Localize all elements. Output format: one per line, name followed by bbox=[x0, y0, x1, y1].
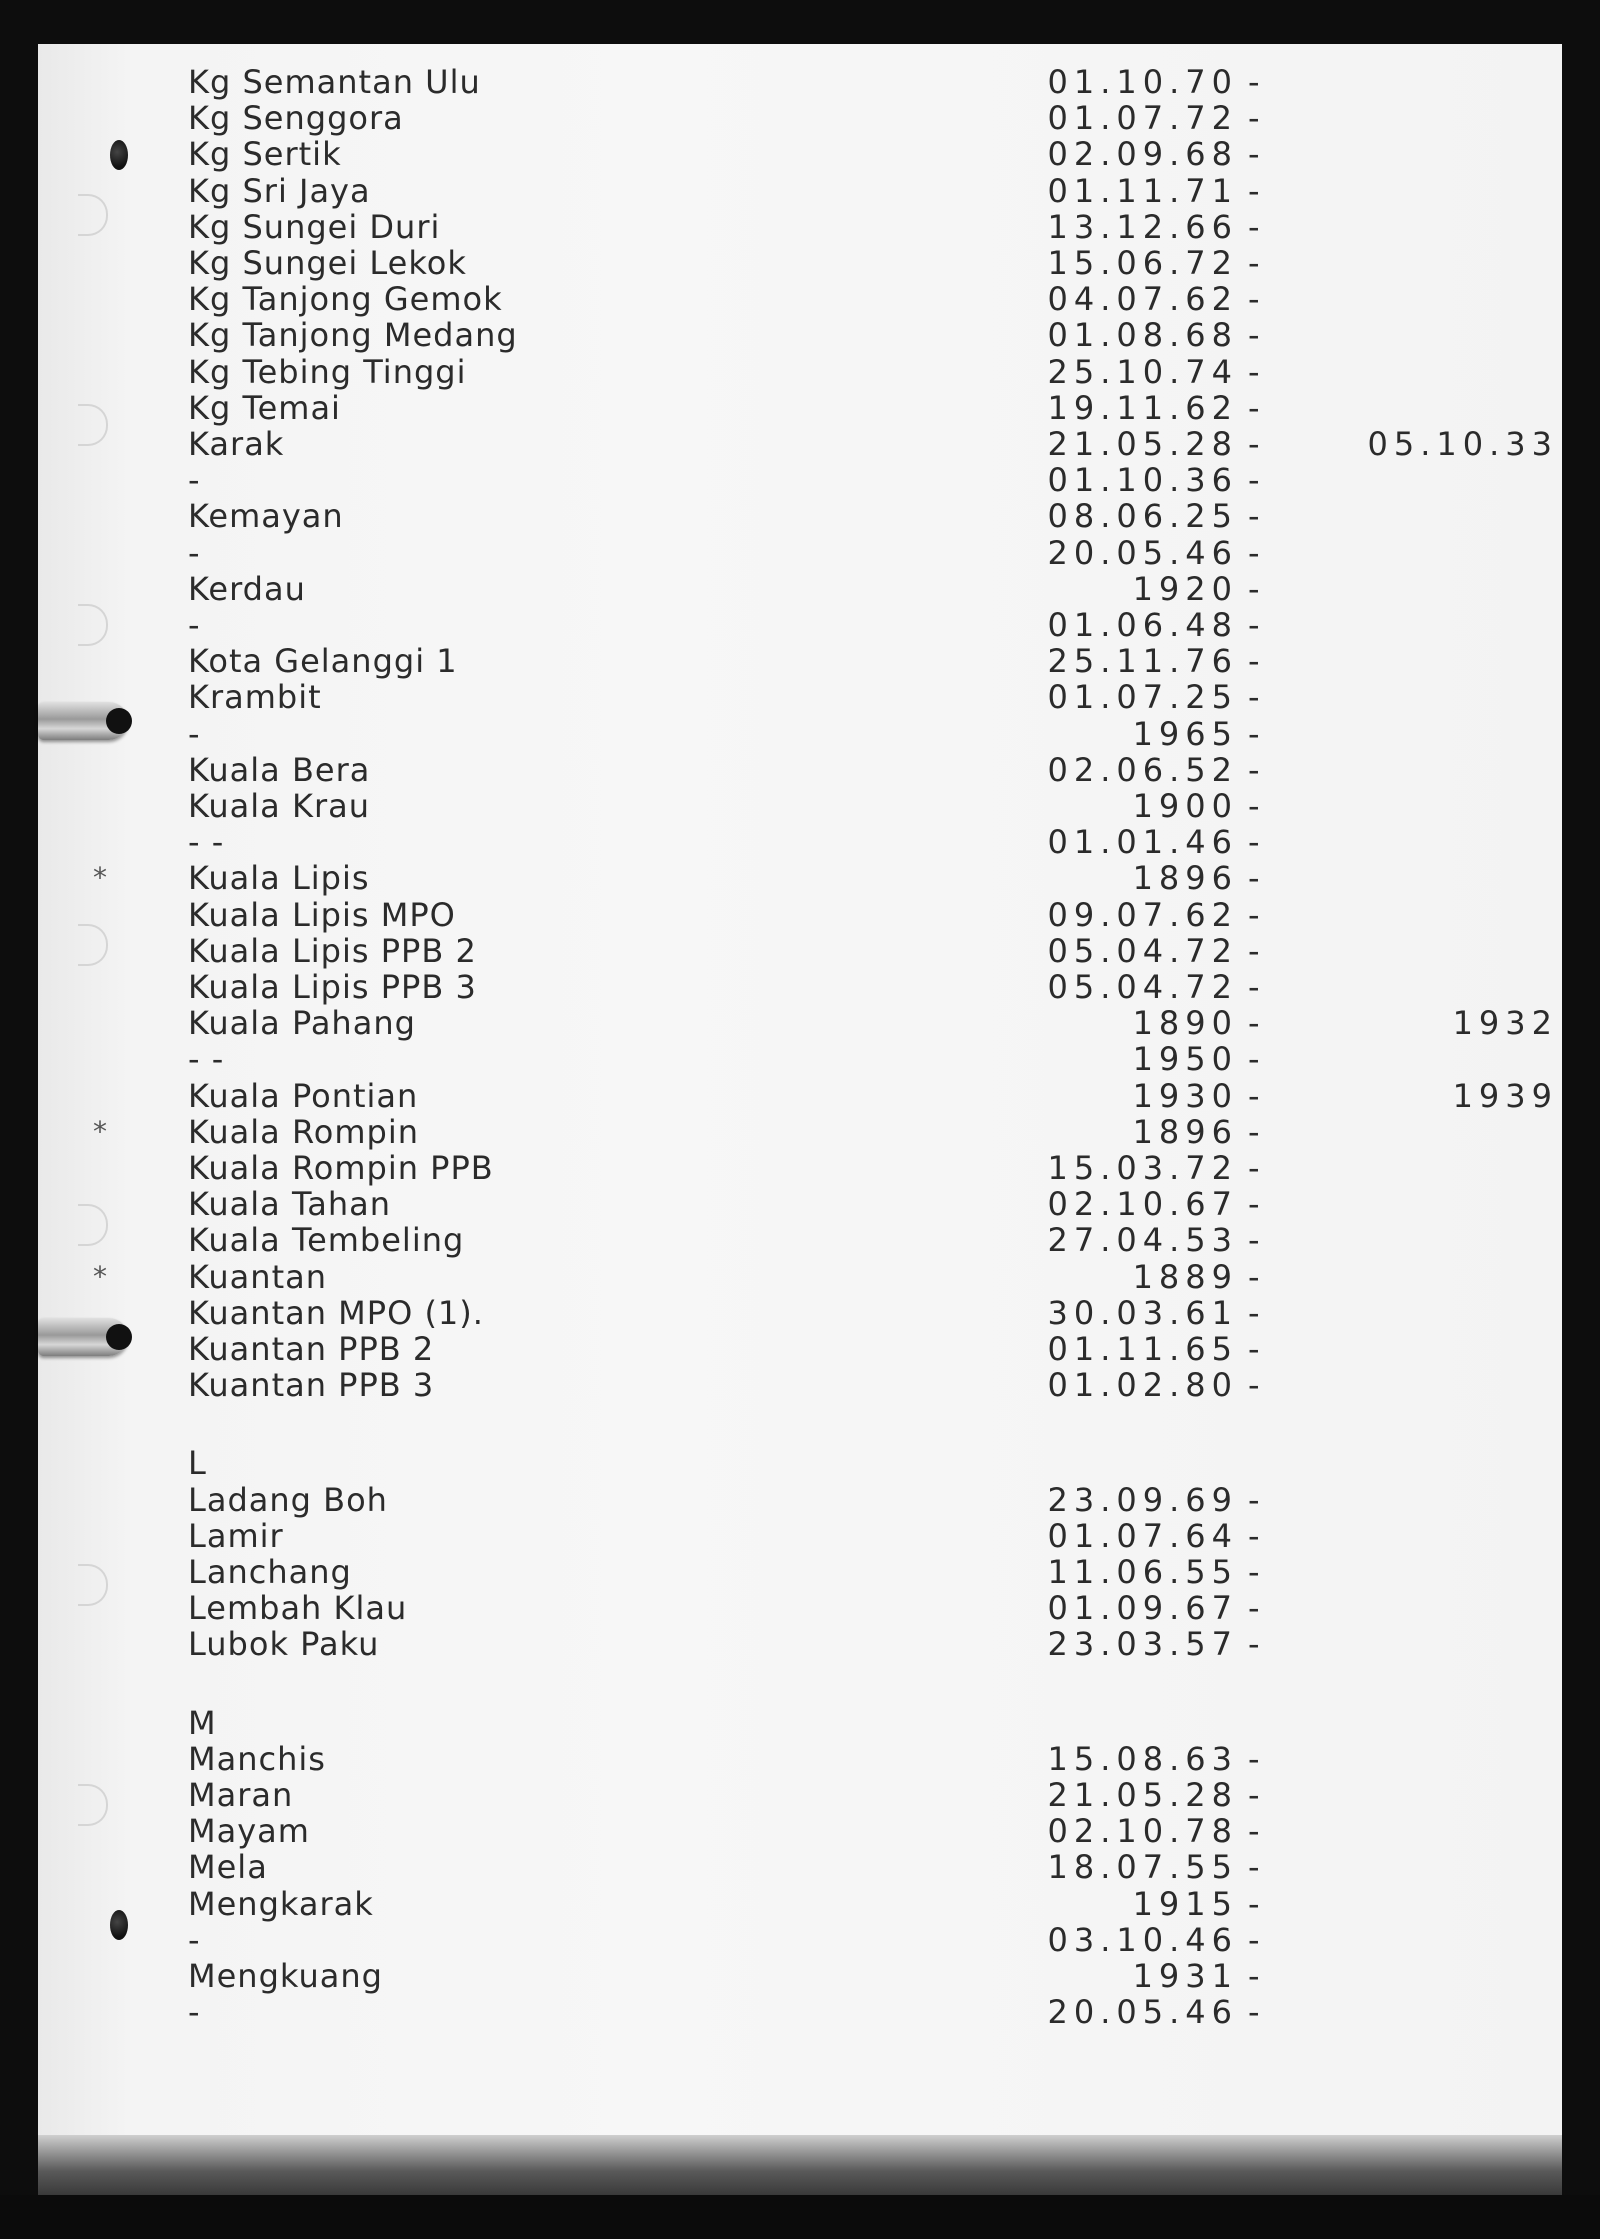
list-item bbox=[38, 1078, 1562, 1114]
page-stack-edge bbox=[38, 2135, 1562, 2195]
post-office-name: Mela bbox=[188, 1848, 268, 1887]
date-dash: - bbox=[1248, 244, 1260, 282]
post-office-name: Lanchang bbox=[188, 1553, 352, 1591]
opening-date: 23.03.57 bbox=[1047, 1625, 1238, 1664]
date-dash: - bbox=[1248, 425, 1260, 463]
opening-date: 11.06.55 bbox=[1047, 1553, 1238, 1591]
list-item bbox=[38, 716, 1562, 752]
post-office-name: Kuala Pontian bbox=[188, 1076, 419, 1115]
date-dash: - bbox=[1248, 497, 1260, 536]
post-office-name: Ladang Boh bbox=[188, 1480, 388, 1519]
list-item bbox=[38, 1886, 1562, 1922]
opening-date: 05.04.72 bbox=[1047, 968, 1238, 1006]
list-item bbox=[38, 1367, 1562, 1403]
list-item bbox=[38, 136, 1562, 172]
opening-date: 01.11.65 bbox=[1047, 1330, 1238, 1368]
date-dash: - bbox=[1248, 895, 1260, 934]
post-office-name: Karak bbox=[188, 425, 285, 463]
post-office-name: Kerdau bbox=[188, 569, 306, 608]
post-office-name: Kg Sri Jaya bbox=[188, 171, 371, 210]
date-dash: - bbox=[1248, 1293, 1260, 1332]
date-dash: - bbox=[1248, 99, 1260, 138]
list-item bbox=[38, 173, 1562, 209]
opening-date: 05.04.72 bbox=[1047, 931, 1238, 970]
opening-date: 30.03.61 bbox=[1047, 1293, 1238, 1332]
post-office-name: Kuala Bera bbox=[188, 750, 371, 789]
post-office-name: Kg Sungei Duri bbox=[188, 207, 441, 246]
post-office-name: Kg Tanjong Gemok bbox=[188, 280, 503, 319]
opening-date: 01.06.48 bbox=[1047, 606, 1238, 644]
date-dash: - bbox=[1248, 1257, 1260, 1296]
list-item bbox=[38, 317, 1562, 353]
opening-date: 15.06.72 bbox=[1047, 244, 1238, 282]
list-item bbox=[38, 679, 1562, 715]
date-dash: - bbox=[1248, 388, 1260, 427]
post-office-name: Mayam bbox=[188, 1812, 310, 1851]
post-office-name: Kg Sertik bbox=[188, 135, 342, 174]
list-item bbox=[38, 245, 1562, 281]
opening-date: 01.07.64 bbox=[1047, 1516, 1238, 1555]
background-strip bbox=[0, 2195, 1600, 2239]
post-office-name: - - bbox=[188, 823, 225, 862]
date-dash: - bbox=[1248, 1553, 1260, 1591]
post-office-name: - bbox=[188, 1993, 201, 2032]
opening-date: 01.09.67 bbox=[1047, 1589, 1238, 1628]
opening-date: 15.03.72 bbox=[1047, 1149, 1238, 1187]
date-dash: - bbox=[1248, 1004, 1260, 1043]
list-item bbox=[38, 209, 1562, 245]
post-office-name: Kg Semantan Ulu bbox=[188, 63, 481, 101]
date-dash: - bbox=[1248, 533, 1260, 572]
opening-date: 1900 bbox=[1132, 787, 1238, 825]
opening-date: 20.05.46 bbox=[1047, 1993, 1238, 2032]
opening-date: 02.09.68 bbox=[1047, 135, 1238, 174]
list-item bbox=[38, 1222, 1562, 1258]
date-dash: - bbox=[1248, 1957, 1260, 1995]
list-item bbox=[38, 1331, 1562, 1367]
opening-date: 01.11.71 bbox=[1047, 171, 1238, 210]
list-item bbox=[38, 1741, 1562, 1777]
post-office-name: - bbox=[188, 1920, 201, 1959]
opening-date: 25.10.74 bbox=[1047, 352, 1238, 391]
date-dash: - bbox=[1248, 316, 1260, 355]
date-dash: - bbox=[1248, 135, 1260, 174]
post-office-name: - bbox=[188, 533, 201, 572]
asterisk-mark: * bbox=[93, 861, 107, 895]
opening-date: 01.10.36 bbox=[1047, 461, 1238, 500]
post-office-name: Kuala Lipis bbox=[188, 859, 370, 898]
asterisk-mark: * bbox=[93, 1114, 107, 1148]
post-office-name: Mengkarak bbox=[188, 1884, 374, 1923]
list-item bbox=[38, 571, 1562, 607]
date-dash: - bbox=[1248, 931, 1260, 970]
date-dash: - bbox=[1248, 606, 1260, 644]
date-dash: - bbox=[1248, 1625, 1260, 1664]
closing-date: 1932 bbox=[1452, 1004, 1558, 1043]
post-office-name: Kuala Rompin bbox=[188, 1112, 419, 1151]
list-item bbox=[38, 788, 1562, 824]
post-office-name: Mengkuang bbox=[188, 1957, 383, 1995]
binder-ring-lower bbox=[38, 1318, 128, 1356]
list-item bbox=[38, 1813, 1562, 1849]
opening-date: 20.05.46 bbox=[1047, 533, 1238, 572]
list-item bbox=[38, 462, 1562, 498]
date-dash: - bbox=[1248, 1920, 1260, 1959]
list-item bbox=[38, 607, 1562, 643]
post-office-name: Krambit bbox=[188, 678, 322, 717]
list-item bbox=[38, 1041, 1562, 1077]
list-item bbox=[38, 1186, 1562, 1222]
date-dash: - bbox=[1248, 1993, 1260, 2032]
list-item bbox=[38, 969, 1562, 1005]
post-office-name: Kg Temai bbox=[188, 388, 341, 427]
list-item bbox=[38, 1626, 1562, 1662]
opening-date: 1950 bbox=[1132, 1040, 1238, 1079]
date-dash: - bbox=[1248, 461, 1260, 500]
post-office-name: Kuala Lipis PPB 2 bbox=[188, 931, 477, 970]
closing-date: 05.10.33 bbox=[1367, 425, 1558, 463]
post-office-name: Kuala Lipis PPB 3 bbox=[188, 968, 477, 1006]
list-item bbox=[38, 1005, 1562, 1041]
post-office-name: Manchis bbox=[188, 1739, 326, 1778]
opening-date: 02.10.78 bbox=[1047, 1812, 1238, 1851]
post-office-name: Kuantan PPB 2 bbox=[188, 1330, 435, 1368]
list-item bbox=[38, 933, 1562, 969]
date-dash: - bbox=[1248, 714, 1260, 753]
post-office-name: - bbox=[188, 714, 201, 753]
date-dash: - bbox=[1248, 569, 1260, 608]
list-item bbox=[38, 1295, 1562, 1331]
list-item bbox=[38, 1114, 1562, 1150]
date-dash: - bbox=[1248, 968, 1260, 1006]
list-item bbox=[38, 1150, 1562, 1186]
opening-date: 19.11.62 bbox=[1047, 388, 1238, 427]
opening-date: 01.07.72 bbox=[1047, 99, 1238, 138]
list-item bbox=[38, 281, 1562, 317]
post-office-name: Kuala Pahang bbox=[188, 1004, 416, 1043]
opening-date: 15.08.63 bbox=[1047, 1739, 1238, 1778]
date-dash: - bbox=[1248, 1366, 1260, 1405]
list-item bbox=[38, 1554, 1562, 1590]
list-item bbox=[38, 390, 1562, 426]
list-item bbox=[38, 1590, 1562, 1626]
list-item bbox=[38, 1777, 1562, 1813]
list-item bbox=[38, 1518, 1562, 1554]
date-dash: - bbox=[1248, 1776, 1260, 1814]
date-dash: - bbox=[1248, 1739, 1260, 1778]
closing-date: 1939 bbox=[1452, 1076, 1558, 1115]
opening-date: 01.02.80 bbox=[1047, 1366, 1238, 1405]
opening-date: 1890 bbox=[1132, 1004, 1238, 1043]
date-dash: - bbox=[1248, 1884, 1260, 1923]
date-dash: - bbox=[1248, 352, 1260, 391]
date-dash: - bbox=[1248, 1848, 1260, 1887]
date-dash: - bbox=[1248, 1589, 1260, 1628]
list-item bbox=[38, 897, 1562, 933]
post-office-name: Kg Tebing Tinggi bbox=[188, 352, 467, 391]
post-office-name: Kuantan PPB 3 bbox=[188, 1366, 435, 1405]
list-item bbox=[38, 1849, 1562, 1885]
opening-date: 23.09.69 bbox=[1047, 1480, 1238, 1519]
list-item bbox=[38, 752, 1562, 788]
date-dash: - bbox=[1248, 1149, 1260, 1187]
section-header: M bbox=[188, 1703, 216, 1742]
opening-date: 1965 bbox=[1132, 714, 1238, 753]
date-dash: - bbox=[1248, 1330, 1260, 1368]
list-item bbox=[38, 354, 1562, 390]
date-dash: - bbox=[1248, 1221, 1260, 1260]
opening-date: 04.07.62 bbox=[1047, 280, 1238, 319]
opening-date: 01.07.25 bbox=[1047, 678, 1238, 717]
list-item bbox=[38, 1922, 1562, 1958]
opening-date: 08.06.25 bbox=[1047, 497, 1238, 536]
list-item bbox=[38, 426, 1562, 462]
date-dash: - bbox=[1248, 787, 1260, 825]
post-office-name: Kuala Lipis MPO bbox=[188, 895, 456, 934]
opening-date: 1889 bbox=[1132, 1257, 1238, 1296]
date-dash: - bbox=[1248, 171, 1260, 210]
post-office-name: Lubok Paku bbox=[188, 1625, 380, 1664]
opening-date: 1896 bbox=[1132, 859, 1238, 898]
asterisk-mark: * bbox=[93, 1259, 107, 1293]
post-office-name: Kuantan bbox=[188, 1257, 327, 1296]
opening-date: 13.12.66 bbox=[1047, 207, 1238, 246]
section-header: L bbox=[188, 1444, 206, 1483]
opening-date: 27.04.53 bbox=[1047, 1221, 1238, 1260]
date-dash: - bbox=[1248, 1480, 1260, 1519]
list-item bbox=[38, 64, 1562, 100]
opening-date: 03.10.46 bbox=[1047, 1920, 1238, 1959]
post-office-name: Kuantan MPO (1). bbox=[188, 1293, 484, 1332]
post-office-name: - bbox=[188, 461, 201, 500]
list-item bbox=[38, 860, 1562, 896]
post-office-name: Lembah Klau bbox=[188, 1589, 408, 1628]
post-office-name: Kuala Tahan bbox=[188, 1185, 391, 1224]
list-item bbox=[38, 1482, 1562, 1518]
post-office-name: Kota Gelanggi 1 bbox=[188, 642, 458, 681]
opening-date: 01.10.70 bbox=[1047, 63, 1238, 101]
album-page bbox=[38, 44, 1562, 2144]
list-item bbox=[38, 1994, 1562, 2030]
list-item bbox=[38, 100, 1562, 136]
opening-date: 02.06.52 bbox=[1047, 750, 1238, 789]
list-item bbox=[38, 535, 1562, 571]
date-dash: - bbox=[1248, 63, 1260, 101]
post-office-name: Kg Sungei Lekok bbox=[188, 244, 467, 282]
date-dash: - bbox=[1248, 207, 1260, 246]
opening-date: 25.11.76 bbox=[1047, 642, 1238, 681]
date-dash: - bbox=[1248, 823, 1260, 862]
opening-date: 1931 bbox=[1132, 1957, 1238, 1995]
list-item bbox=[38, 498, 1562, 534]
post-office-name: Kuala Tembeling bbox=[188, 1221, 465, 1260]
post-office-name: Kuala Rompin PPB bbox=[188, 1149, 494, 1187]
date-dash: - bbox=[1248, 678, 1260, 717]
post-office-name: - - bbox=[188, 1040, 225, 1079]
opening-date: 1896 bbox=[1132, 1112, 1238, 1151]
date-dash: - bbox=[1248, 859, 1260, 898]
list-item bbox=[38, 643, 1562, 679]
post-office-name: - bbox=[188, 606, 201, 644]
opening-date: 1915 bbox=[1132, 1884, 1238, 1923]
date-dash: - bbox=[1248, 1185, 1260, 1224]
opening-date: 01.01.46 bbox=[1047, 823, 1238, 862]
date-dash: - bbox=[1248, 1040, 1260, 1079]
post-office-name: Maran bbox=[188, 1776, 294, 1814]
list-item bbox=[38, 824, 1562, 860]
opening-date: 21.05.28 bbox=[1047, 425, 1238, 463]
opening-date: 1920 bbox=[1132, 569, 1238, 608]
date-dash: - bbox=[1248, 1812, 1260, 1851]
opening-date: 02.10.67 bbox=[1047, 1185, 1238, 1224]
list-item bbox=[38, 1259, 1562, 1295]
post-office-name: Kg Tanjong Medang bbox=[188, 316, 518, 355]
opening-date: 21.05.28 bbox=[1047, 1776, 1238, 1814]
date-dash: - bbox=[1248, 280, 1260, 319]
date-dash: - bbox=[1248, 750, 1260, 789]
date-dash: - bbox=[1248, 1076, 1260, 1115]
opening-date: 09.07.62 bbox=[1047, 895, 1238, 934]
date-dash: - bbox=[1248, 642, 1260, 681]
opening-date: 1930 bbox=[1132, 1076, 1238, 1115]
opening-date: 18.07.55 bbox=[1047, 1848, 1238, 1887]
post-office-name: Kg Senggora bbox=[188, 99, 404, 138]
post-office-name: Kemayan bbox=[188, 497, 344, 536]
post-office-name: Lamir bbox=[188, 1516, 284, 1555]
opening-date: 01.08.68 bbox=[1047, 316, 1238, 355]
date-dash: - bbox=[1248, 1112, 1260, 1151]
list-item bbox=[38, 1958, 1562, 1994]
post-office-name: Kuala Krau bbox=[188, 787, 370, 825]
date-dash: - bbox=[1248, 1516, 1260, 1555]
binder-ring-upper bbox=[38, 702, 128, 740]
